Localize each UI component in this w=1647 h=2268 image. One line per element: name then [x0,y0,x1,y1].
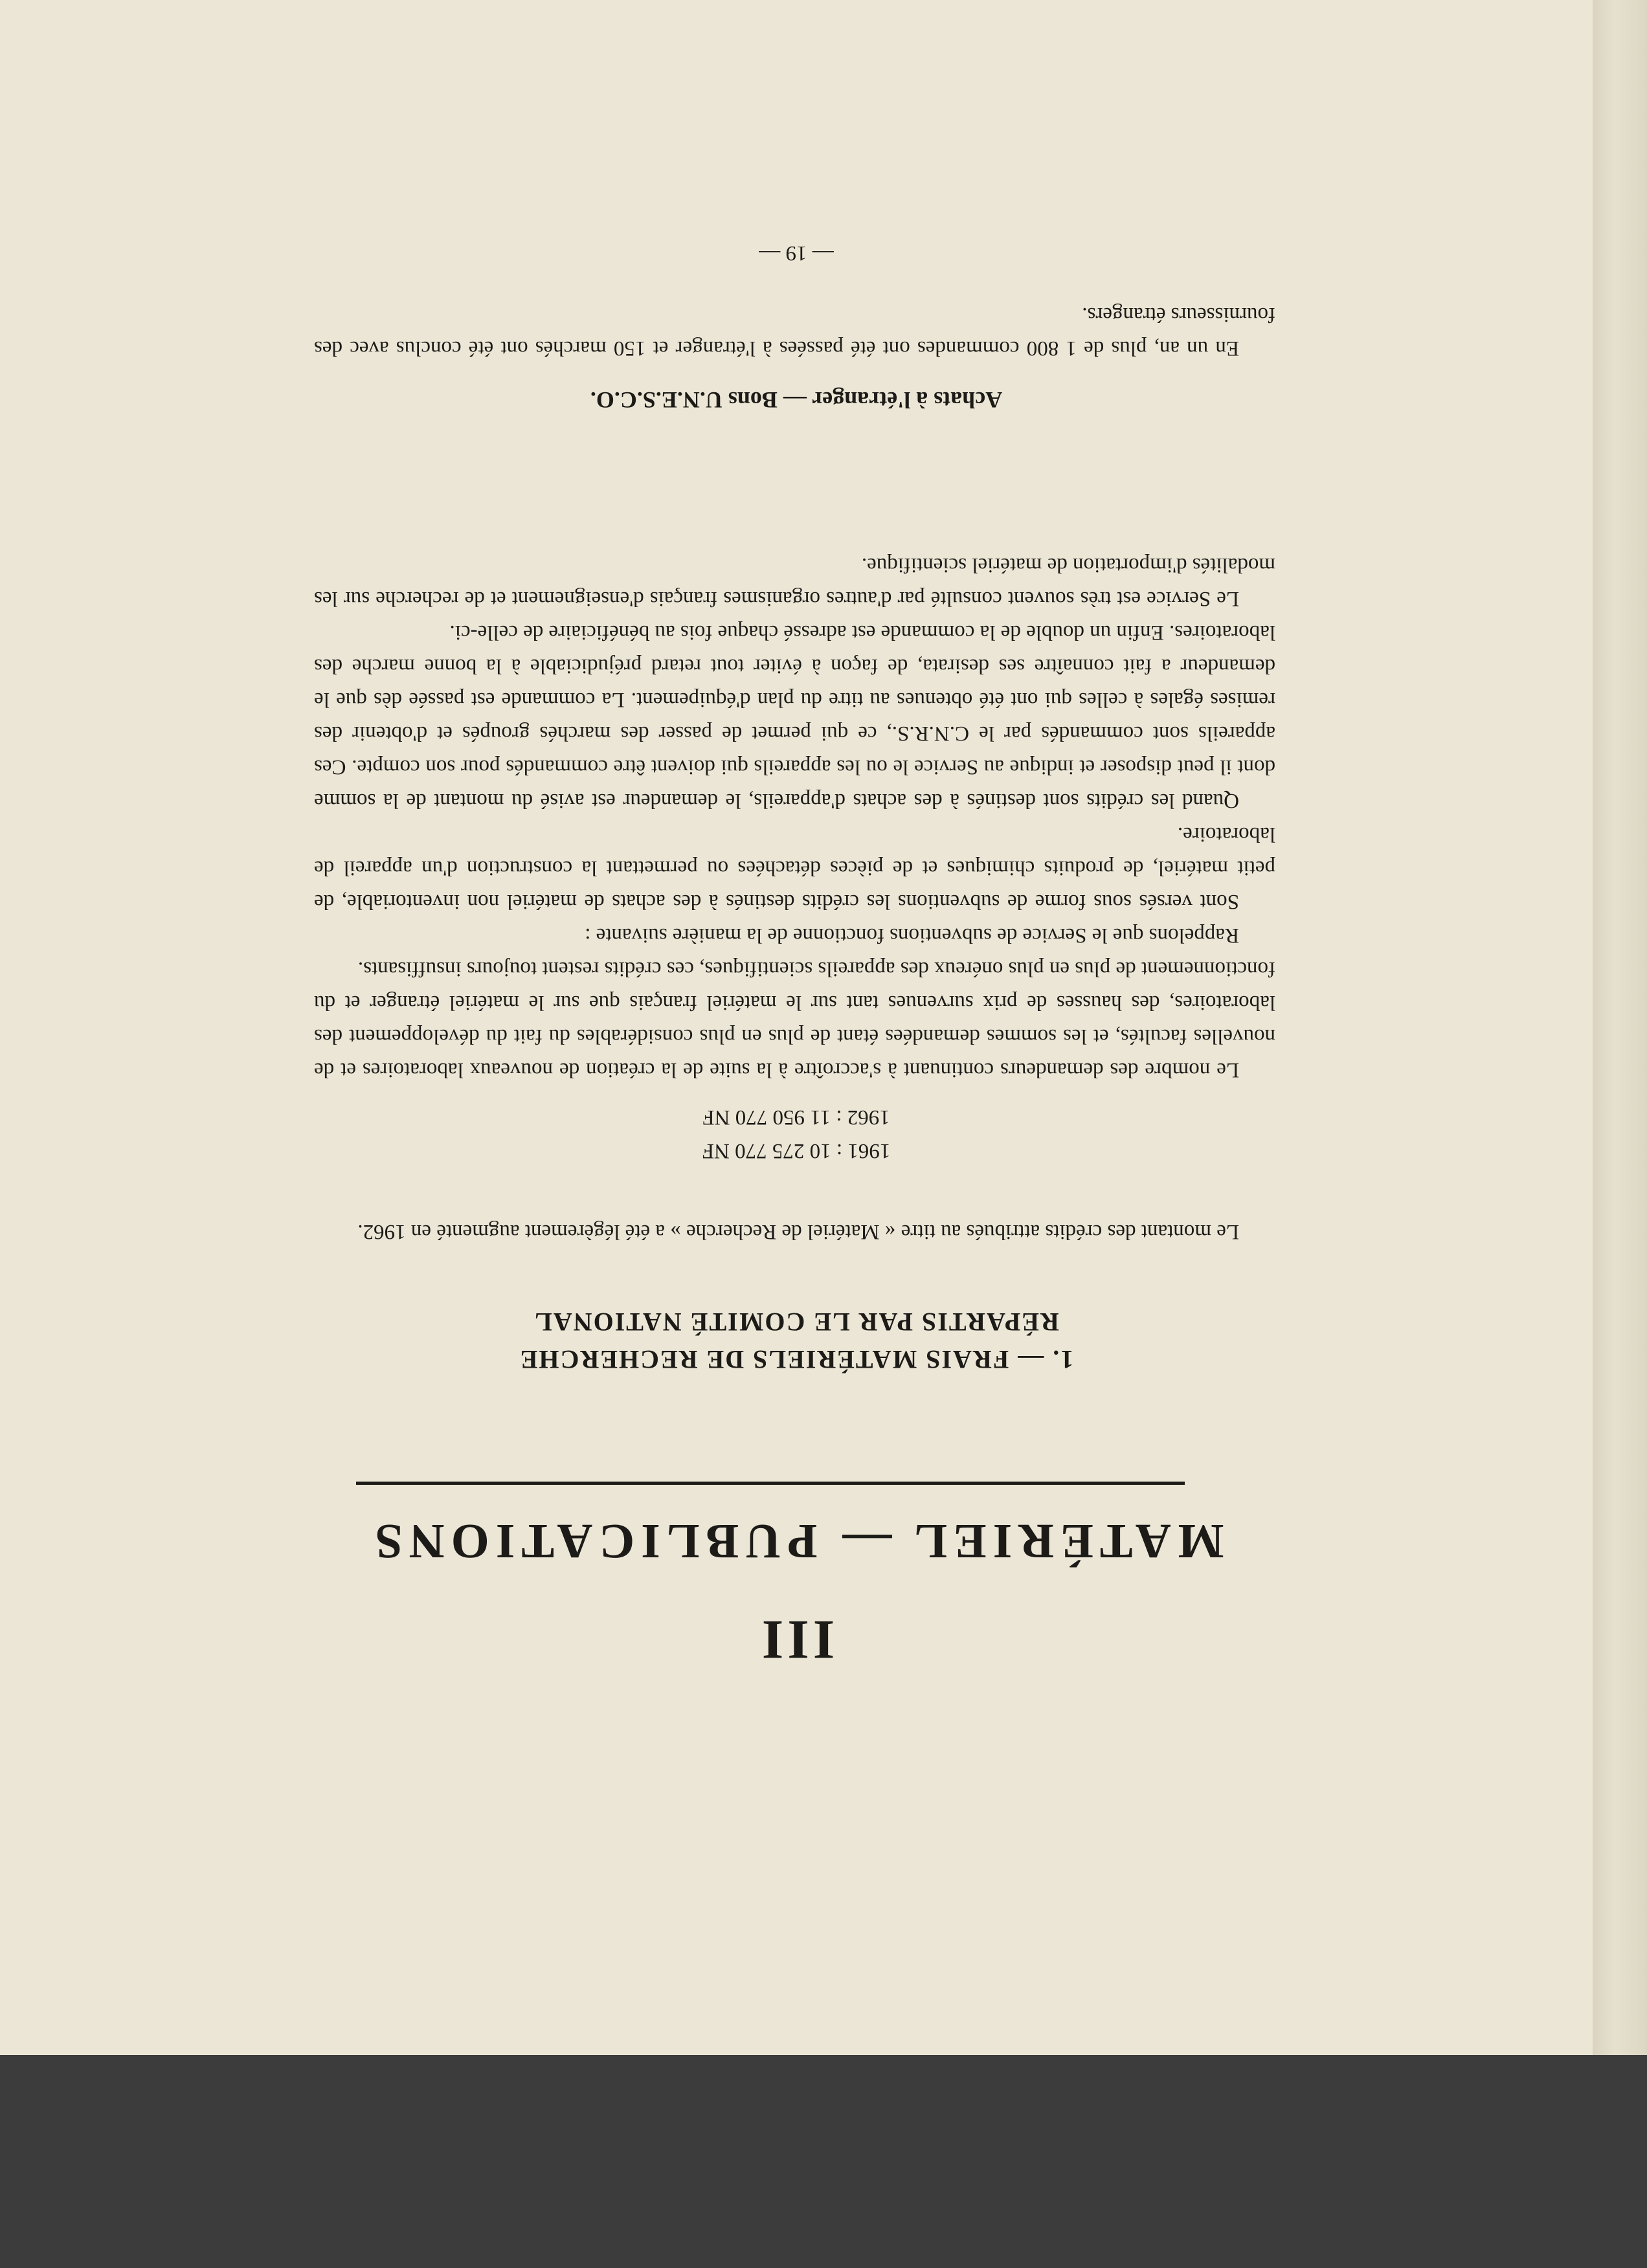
chapter-number: III [757,1609,835,1671]
page-number: — 19 — [759,241,834,265]
paragraph-sont-verses: Sont versés sous forme de subventions les crédits destinés à des achats de matériel non inventoriable, de petit matériel, de produits chimiques et de pièces détachées ou permettant la construction d'un appareil de laboratoire. [314,823,1275,913]
amount-1961: 1961 : 10 275 770 NF [702,1139,891,1162]
amounts-block [0,1100,1593,1168]
intro-block [314,1215,1275,1249]
next-page-edge [1593,0,1647,2055]
paragraph-rappelons: Rappelons que le Service de subventions fonctionne de la manière suivante : [585,924,1239,947]
body-text [314,548,1275,1087]
achats-title: Achats à l'étranger — Bons U.N.E.S.C.O. [590,387,1003,413]
amount-1962: 1962 : 11 950 770 NF [702,1106,890,1129]
scanner-bed [0,2055,1647,2268]
section-title [0,1303,1593,1378]
achats-paragraph: En un an, plus de 1 800 commandes ont été passées à l'étranger et 150 marchés ont été conclus avec des fournisseurs étrangers. [314,303,1275,360]
section-title-line1: 1. — FRAIS MATÉRIELS DE RECHERCHE [519,1345,1074,1374]
chapter-rule [356,1482,1185,1485]
achats-block [314,298,1275,365]
paragraph-demandeurs: Le nombre des demandeurs continuant à s'accroître à la suite de la création de nouveaux laboratoires et de nouvelles facultés, et les sommes demandées étant de plus en plus considérables du fait du développement des laboratoires, des hausses de prix survenues tant sur le matériel français que sur le matériel étranger et du fonctionnement de plus en plus onéreux des appareils scientifiques, ces crédits restent toujours insuffisants. [314,957,1275,1082]
chapter-title: MATÉRIEL — PUBLICATIONS [368,1514,1224,1568]
section-title-line2: RÉPARTIS PAR LE COMITÉ NATIONAL [533,1307,1059,1337]
paragraph-service: Le Service est très souvent consulté par d'autres organismes français d'enseignement et de recherche sur les modalités d'importation de matériel scientifique. [314,553,1275,610]
paragraph-quand: Quand les crédits sont destinés à des achats d'appareils, le demandeur est avisé du montant de la somme dont il peut disposer et indique au Service le ou les appareils qui doivent être commandés pour son compte. Ces appareils sont commandés par le C.N.R.S., ce qui permet de passer des marchés groupés et d'obtenir des remises égales à celles qui ont été obtenues au titre du plan d'équipement. La commande est passée dès que le demandeur a fait connaître ses desirata, de façon à éviter tout retard préjudiciable à la bonne marche des laboratoires. Enfin un double de la commande est adressé chaque fois au bénéficiaire de celle-ci. [314,621,1275,812]
intro-paragraph: Le montant des crédits attribués au titre « Matériel de Recherche » a été légèrement augmenté en 1962. [357,1220,1239,1243]
